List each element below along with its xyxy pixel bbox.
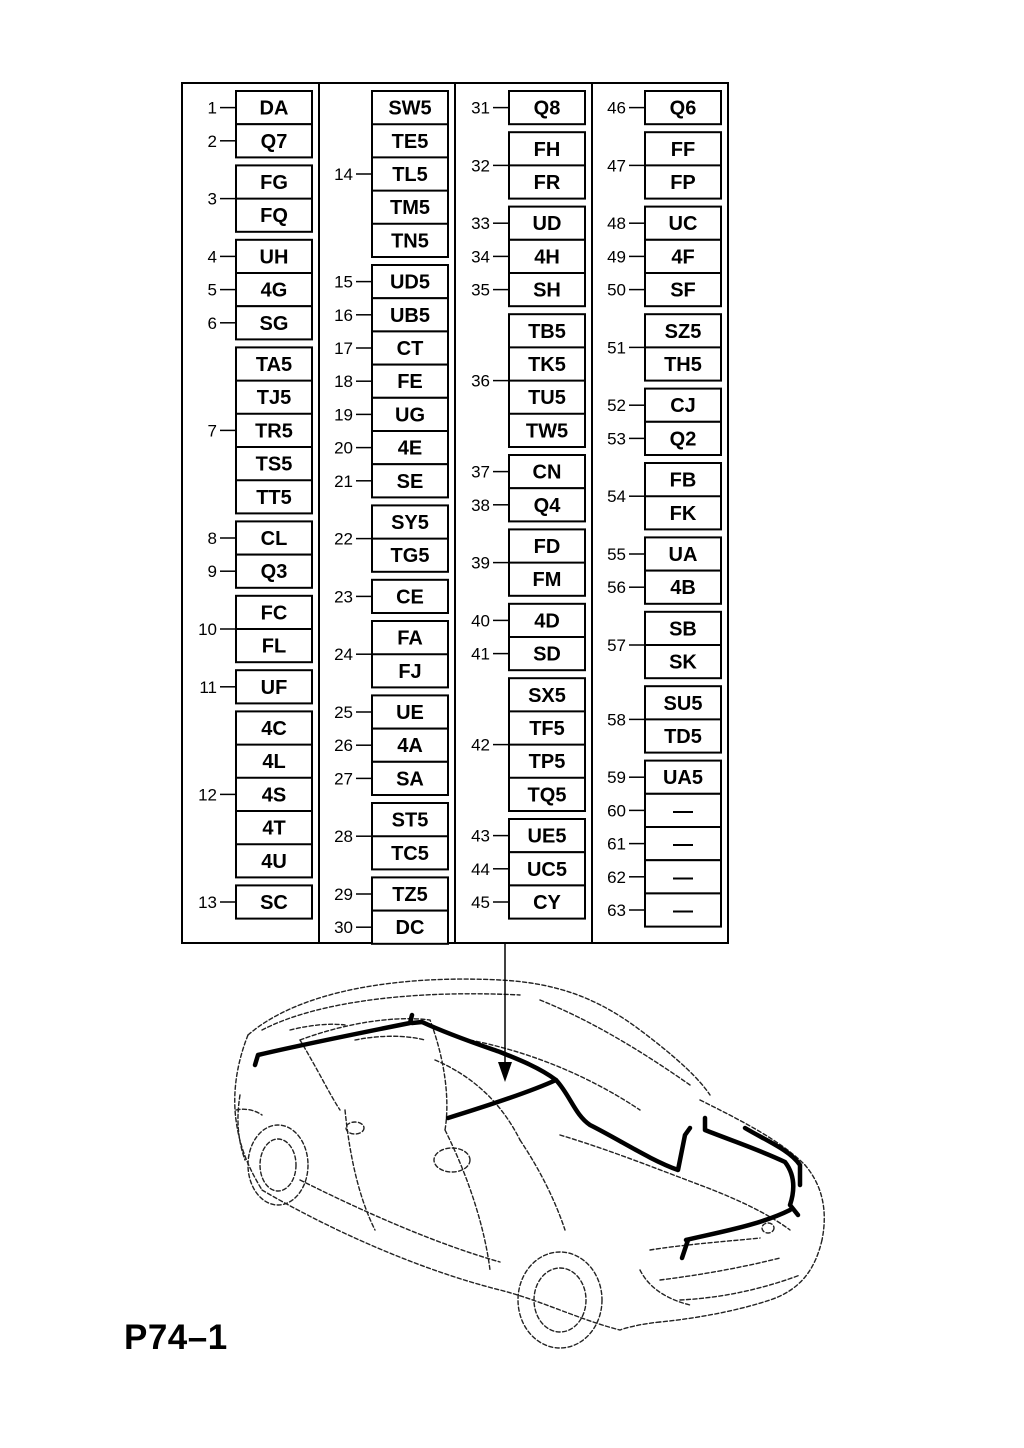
part-code: SA [396, 768, 424, 791]
part-code: — [673, 833, 693, 856]
part-code: TQ5 [527, 784, 567, 807]
part-code: FF [670, 138, 696, 161]
item-number: 47 [607, 156, 626, 176]
item-number: 31 [471, 98, 490, 118]
item-number: 25 [334, 703, 353, 722]
part-code: TJ5 [256, 387, 292, 410]
part-code: FM [532, 569, 562, 592]
part-code: TD5 [664, 726, 702, 748]
item-number: 11 [199, 677, 217, 697]
part-code: SK [669, 651, 697, 674]
part-code: FH [533, 138, 561, 161]
wiring-harness [255, 1015, 800, 1258]
part-code: CT [396, 338, 424, 360]
item-number: 2 [207, 131, 217, 151]
part-code: 4U [261, 850, 287, 873]
part-code: DA [259, 97, 289, 120]
item-number: 17 [334, 339, 353, 358]
part-code: UC [668, 213, 698, 236]
part-code: UA [668, 544, 698, 566]
part-code: SB [669, 618, 697, 641]
item-number: 37 [471, 462, 490, 482]
item-number: 23 [334, 587, 353, 607]
car-illustration [235, 943, 825, 1348]
part-code: 4L [262, 751, 286, 774]
part-code: TM5 [390, 197, 430, 220]
item-number: 38 [471, 495, 490, 515]
part-code: — [673, 866, 693, 889]
part-code: 4H [534, 246, 560, 269]
item-number: 49 [607, 247, 626, 267]
part-code: TS5 [255, 453, 293, 476]
part-code: TF5 [529, 718, 565, 740]
callout-arrow [498, 943, 512, 1082]
part-code: SC [260, 892, 288, 914]
part-code: FL [261, 635, 287, 658]
item-number: 57 [607, 636, 626, 655]
item-number: 5 [207, 280, 217, 300]
item-number: 20 [334, 438, 353, 458]
item-number: 16 [334, 305, 353, 325]
part-code: TE5 [391, 130, 429, 153]
part-code: Q8 [533, 97, 561, 120]
part-code: FG [260, 172, 288, 194]
part-code: ST5 [391, 809, 429, 832]
part-code: TL5 [392, 164, 428, 186]
item-number: 6 [207, 313, 217, 333]
item-number: 59 [607, 768, 626, 788]
part-code: 4E [397, 437, 423, 460]
part-code: — [673, 900, 693, 922]
part-code: SH [533, 279, 561, 302]
part-code: UE [396, 702, 424, 724]
item-number: 29 [334, 885, 353, 904]
part-code: TA5 [255, 354, 293, 376]
part-code: 4G [260, 279, 288, 302]
part-code: DC [395, 917, 425, 940]
part-code: CY [533, 892, 561, 914]
item-number: 12 [198, 785, 217, 805]
item-number: 22 [334, 529, 353, 549]
part-code: FK [669, 502, 697, 525]
part-code: FQ [260, 205, 288, 228]
part-code: SW5 [388, 97, 432, 120]
item-number: 30 [334, 918, 353, 938]
part-code: TK5 [528, 354, 566, 376]
item-number: 33 [471, 214, 490, 234]
part-code: TW5 [525, 420, 569, 443]
page-code: P74–1 [124, 1318, 228, 1357]
part-code: SG [259, 312, 289, 335]
item-number: 24 [334, 645, 353, 665]
item-number: 1 [207, 98, 217, 118]
part-code: — [673, 800, 693, 823]
part-code: FE [397, 371, 423, 394]
part-code: FB [669, 469, 697, 492]
part-code: 4B [670, 577, 696, 600]
item-number: 53 [607, 429, 626, 449]
item-number: 52 [607, 396, 626, 416]
part-code: FJ [398, 660, 422, 683]
item-number: 8 [207, 529, 217, 548]
item-number: 18 [334, 372, 353, 392]
item-number: 27 [334, 769, 353, 789]
item-number: 50 [607, 280, 626, 300]
item-number: 63 [607, 901, 626, 920]
part-code: Q6 [669, 97, 697, 120]
part-code: Q7 [260, 130, 288, 153]
item-number: 42 [471, 735, 490, 755]
item-number: 36 [471, 371, 490, 391]
item-number: 40 [471, 611, 490, 631]
item-number: 39 [471, 553, 490, 573]
part-code: TH5 [664, 354, 702, 376]
part-code: CN [532, 461, 562, 484]
item-number: 14 [334, 165, 353, 184]
part-code: TB5 [528, 320, 566, 343]
part-code: TZ5 [392, 884, 428, 906]
item-number: 45 [471, 893, 490, 912]
part-code: UE5 [527, 825, 567, 848]
item-number: 3 [207, 189, 217, 209]
item-number: 43 [471, 826, 490, 846]
part-code: 4C [261, 718, 287, 740]
part-code: FR [533, 172, 561, 194]
part-code: TP5 [528, 751, 566, 774]
part-code: FA [397, 627, 423, 650]
part-code: UG [395, 404, 425, 427]
part-code: 4F [671, 246, 695, 269]
item-number: 51 [607, 338, 626, 358]
part-code: TN5 [391, 230, 429, 253]
part-code: FP [670, 172, 696, 194]
part-code: UB5 [389, 304, 431, 327]
item-number: 61 [607, 834, 626, 854]
item-number: 9 [207, 562, 217, 582]
part-code: 4D [534, 610, 560, 633]
item-number: 34 [471, 247, 490, 267]
item-number: 15 [334, 272, 353, 292]
item-number: 26 [334, 736, 353, 756]
item-number: 46 [607, 98, 626, 118]
part-code: TU5 [528, 387, 566, 410]
item-number: 7 [207, 421, 217, 441]
item-number: 62 [607, 867, 626, 887]
part-code: FC [260, 602, 288, 625]
part-code: CJ [670, 395, 696, 418]
item-number: 10 [198, 620, 217, 639]
part-code: CL [260, 528, 288, 550]
part-code: 4A [397, 735, 423, 758]
part-code: TC5 [391, 842, 429, 865]
item-number: 35 [471, 280, 490, 300]
part-code: UD [532, 213, 562, 236]
part-code: 4S [261, 784, 287, 807]
car-body-outline [235, 979, 825, 1348]
part-code: SF [670, 279, 696, 302]
item-number: 44 [471, 859, 490, 879]
part-code: FD [533, 536, 561, 558]
item-number: 56 [607, 578, 626, 598]
part-code: SU5 [663, 692, 703, 715]
part-code: UA5 [662, 767, 704, 790]
item-number: 48 [607, 214, 626, 234]
part-code: UF [260, 676, 288, 699]
part-code: TT5 [256, 486, 292, 509]
part-code: Q2 [669, 428, 697, 451]
part-code: SY5 [391, 512, 429, 534]
item-number: 13 [198, 893, 217, 912]
item-number: 54 [607, 487, 626, 507]
part-code: Q3 [260, 561, 288, 584]
item-number: 58 [607, 710, 626, 730]
part-code: SX5 [528, 684, 566, 707]
part-code: SE [396, 470, 424, 493]
item-number: 41 [471, 644, 490, 664]
item-number: 60 [607, 801, 626, 821]
item-number: 21 [334, 471, 353, 491]
item-number: 4 [207, 247, 217, 267]
item-number: 19 [334, 405, 353, 425]
part-code: UH [259, 246, 289, 269]
part-code: TG5 [390, 545, 430, 568]
part-code: UC5 [526, 858, 568, 881]
part-code: CE [396, 586, 424, 609]
part-code: UD5 [389, 271, 431, 294]
part-code: SD [533, 643, 561, 666]
part-code: 4T [262, 817, 286, 840]
part-code: TR5 [255, 420, 293, 443]
part-code: SZ5 [664, 320, 702, 343]
item-number: 28 [334, 827, 353, 847]
part-code: Q4 [533, 494, 561, 517]
item-number: 32 [471, 156, 490, 176]
code-table [198, 91, 721, 944]
item-number: 55 [607, 545, 626, 564]
